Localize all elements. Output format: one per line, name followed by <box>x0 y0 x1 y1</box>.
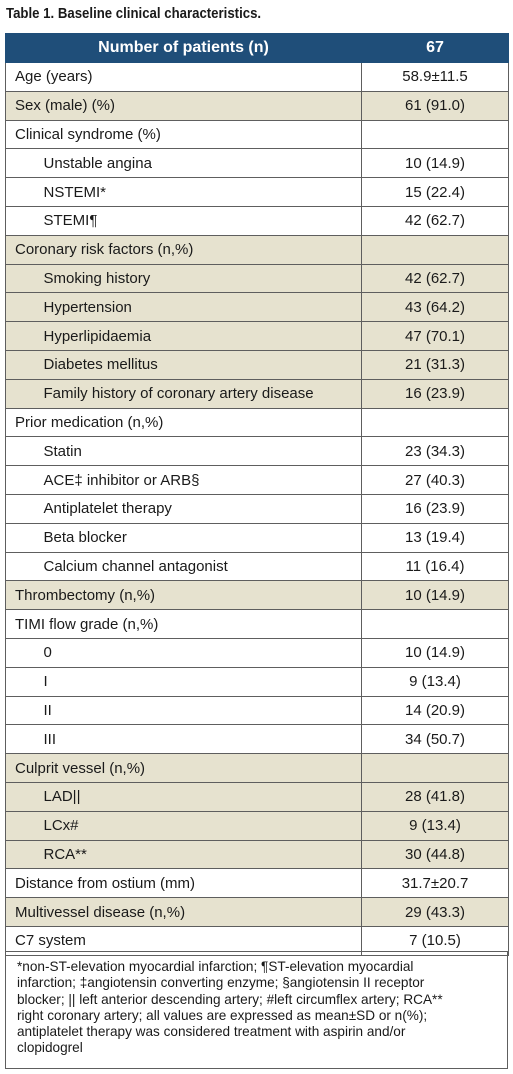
indent-spacer <box>6 667 35 696</box>
row-value: 9 (13.4) <box>362 811 509 840</box>
indent-spacer <box>6 466 35 495</box>
header-value: 67 <box>362 34 509 63</box>
table-row <box>6 811 509 840</box>
table-footnote <box>5 951 508 1069</box>
table-row <box>6 178 509 207</box>
row-value: 31.7±20.7 <box>362 869 509 898</box>
row-value: 29 (43.3) <box>362 898 509 927</box>
indent-spacer <box>6 178 35 207</box>
row-label: Calcium channel antagonist <box>35 552 362 581</box>
footnote-line: *non-ST-elevation myocardial infarction; ¶ST-elevation myocardial <box>17 959 414 974</box>
table-row <box>6 581 509 610</box>
row-label: NSTEMI* <box>35 178 362 207</box>
indent-spacer <box>6 552 35 581</box>
indent-spacer <box>6 811 35 840</box>
row-value: 10 (14.9) <box>362 638 509 667</box>
row-label: RCA** <box>35 840 362 869</box>
indent-spacer <box>6 293 35 322</box>
row-label: LAD|| <box>35 782 362 811</box>
header-label: Number of patients (n) <box>6 34 362 63</box>
row-value: 47 (70.1) <box>362 322 509 351</box>
row-label: Coronary risk factors (n,%) <box>6 235 362 264</box>
table-row <box>6 293 509 322</box>
indent-spacer <box>6 696 35 725</box>
row-value <box>362 120 509 149</box>
row-value: 9 (13.4) <box>362 667 509 696</box>
row-value: 16 (23.9) <box>362 379 509 408</box>
row-label: Diabetes mellitus <box>35 350 362 379</box>
row-label: Smoking history <box>35 264 362 293</box>
table-row <box>6 379 509 408</box>
table-row <box>6 120 509 149</box>
table-row <box>6 754 509 783</box>
row-label: Hypertension <box>35 293 362 322</box>
row-label: C7 system <box>6 926 362 955</box>
row-label: Prior medication (n,%) <box>6 408 362 437</box>
table-row <box>6 696 509 725</box>
row-value: 27 (40.3) <box>362 466 509 495</box>
table-row <box>6 235 509 264</box>
row-value <box>362 610 509 639</box>
row-label: I <box>35 667 362 696</box>
table-row <box>6 638 509 667</box>
row-label: 0 <box>35 638 362 667</box>
table-row <box>6 782 509 811</box>
table-row <box>6 63 509 92</box>
baseline-characteristics-table <box>5 33 509 956</box>
table-caption: Table 1. Baseline clinical characteristics. <box>6 5 262 22</box>
table-row <box>6 322 509 351</box>
indent-spacer <box>6 840 35 869</box>
row-label: Distance from ostium (mm) <box>6 869 362 898</box>
footnote-line: clopidogrel <box>17 1040 83 1056</box>
row-label: TIMI flow grade (n,%) <box>6 610 362 639</box>
table-row <box>6 91 509 120</box>
table-row <box>6 350 509 379</box>
row-label: Beta blocker <box>35 523 362 552</box>
row-value: 21 (31.3) <box>362 350 509 379</box>
table-row <box>6 149 509 178</box>
row-value: 23 (34.3) <box>362 437 509 466</box>
row-label: II <box>35 696 362 725</box>
row-label: III <box>35 725 362 754</box>
row-value: 10 (14.9) <box>362 581 509 610</box>
indent-spacer <box>6 379 35 408</box>
row-value: 14 (20.9) <box>362 696 509 725</box>
row-label: Multivessel disease (n,%) <box>6 898 362 927</box>
row-label: Culprit vessel (n,%) <box>6 754 362 783</box>
row-value: 42 (62.7) <box>362 264 509 293</box>
indent-spacer <box>6 523 35 552</box>
table-row <box>6 466 509 495</box>
table-row <box>6 552 509 581</box>
row-label: Clinical syndrome (%) <box>6 120 362 149</box>
row-label: Unstable angina <box>35 149 362 178</box>
row-label: Family history of coronary artery disease <box>35 379 362 408</box>
row-label: Hyperlipidaemia <box>35 322 362 351</box>
row-label: Statin <box>35 437 362 466</box>
table-header-row <box>6 34 509 63</box>
indent-spacer <box>6 494 35 523</box>
row-value: 42 (62.7) <box>362 206 509 235</box>
footnote-line: blocker; || left anterior descending artery; #left circumflex artery; RCA** <box>17 991 443 1007</box>
row-value: 15 (22.4) <box>362 178 509 207</box>
indent-spacer <box>6 782 35 811</box>
table-row <box>6 898 509 927</box>
table-row <box>6 408 509 437</box>
indent-spacer <box>6 322 35 351</box>
row-label: Sex (male) (%) <box>6 91 362 120</box>
row-value: 11 (16.4) <box>362 552 509 581</box>
row-value <box>362 235 509 264</box>
table-row <box>6 840 509 869</box>
footnote-line: antiplatelet therapy was considered treatment with aspirin and/or <box>17 1024 406 1040</box>
row-value: 10 (14.9) <box>362 149 509 178</box>
table-row <box>6 869 509 898</box>
row-value: 34 (50.7) <box>362 725 509 754</box>
table-row <box>6 437 509 466</box>
row-value <box>362 408 509 437</box>
table-body <box>6 63 509 956</box>
table-row <box>6 264 509 293</box>
row-label: ACE‡ inhibitor or ARB§ <box>35 466 362 495</box>
row-value <box>362 754 509 783</box>
row-value: 30 (44.8) <box>362 840 509 869</box>
row-value: 61 (91.0) <box>362 91 509 120</box>
table-row <box>6 610 509 639</box>
row-label: STEMI¶ <box>35 206 362 235</box>
row-label: LCx# <box>35 811 362 840</box>
table-row <box>6 494 509 523</box>
row-value: 43 (64.2) <box>362 293 509 322</box>
table-row <box>6 725 509 754</box>
table-row <box>6 667 509 696</box>
row-value: 16 (23.9) <box>362 494 509 523</box>
row-value: 28 (41.8) <box>362 782 509 811</box>
row-value: 7 (10.5) <box>362 926 509 955</box>
row-value: 58.9±11.5 <box>362 63 509 92</box>
row-label: Thrombectomy (n,%) <box>6 581 362 610</box>
indent-spacer <box>6 725 35 754</box>
indent-spacer <box>6 350 35 379</box>
indent-spacer <box>6 149 35 178</box>
indent-spacer <box>6 206 35 235</box>
indent-spacer <box>6 264 35 293</box>
indent-spacer <box>6 437 35 466</box>
indent-spacer <box>6 638 35 667</box>
footnote-line: infarction; ‡angiotensin converting enzyme; §angiotensin II receptor <box>17 975 425 991</box>
table-row <box>6 206 509 235</box>
row-value: 13 (19.4) <box>362 523 509 552</box>
row-label: Antiplatelet therapy <box>35 494 362 523</box>
table-row <box>6 523 509 552</box>
footnote-line: right coronary artery; all values are expressed as mean±SD or n(%); <box>17 1007 428 1023</box>
row-label: Age (years) <box>6 63 362 92</box>
